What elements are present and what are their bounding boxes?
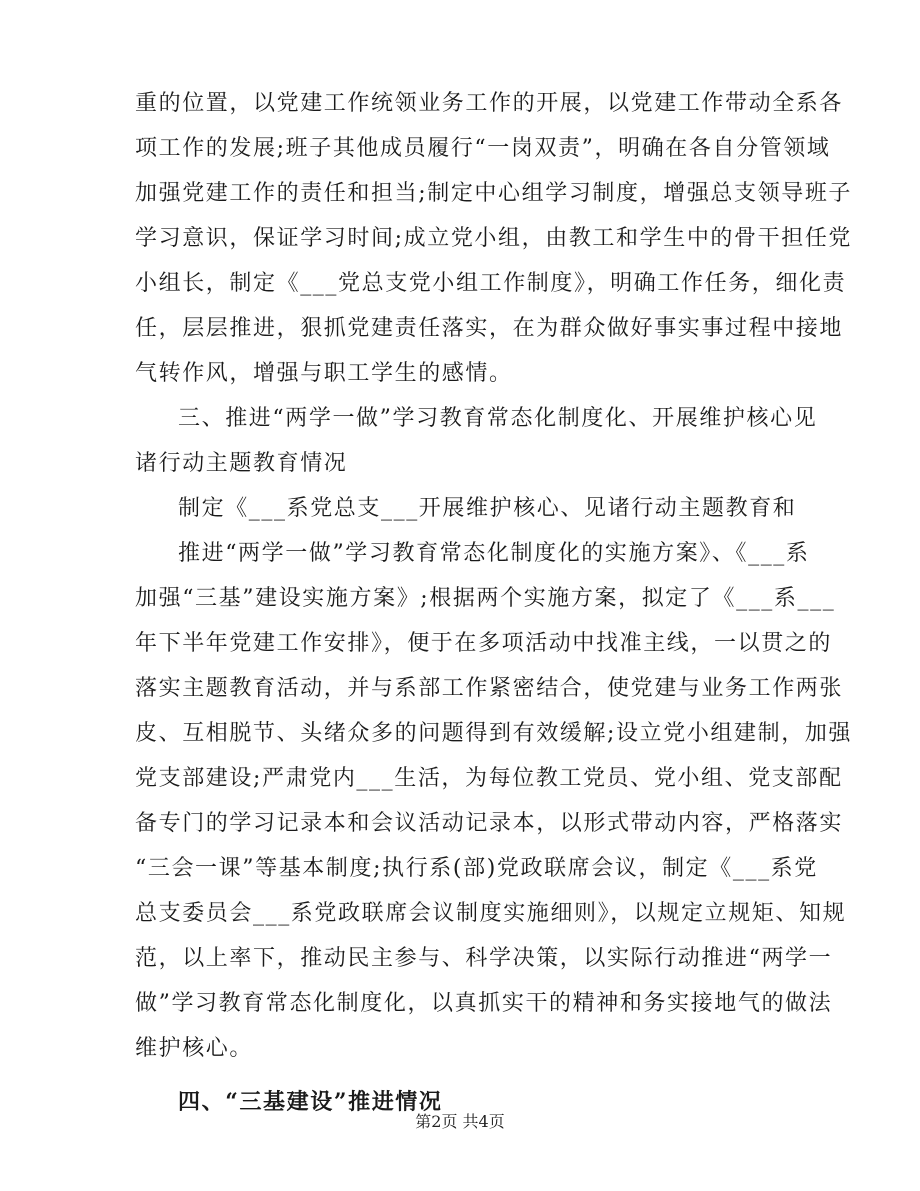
line-text: 诸行动主题教育情况 (135, 451, 348, 476)
paragraph-line (0, 849, 920, 889)
line-text: 年下半年党建工作安排》，便于在多项活动中找准主线，一以贯之的 (135, 631, 833, 656)
line-text: 项工作的发展;班子其他成员履行“一岗双责”，明确在各自分管领域 (135, 136, 831, 161)
paragraph-line (0, 174, 920, 214)
paragraph-line (0, 489, 920, 529)
page-number: 第2页 共4页 (415, 1112, 505, 1131)
line-text: 落实主题教育活动，并与系部工作紧密结合，使党建与业务工作两张 (135, 676, 844, 701)
line-text: 重的位置，以党建工作统领业务工作的开展，以党建工作带动全系各 (135, 91, 844, 116)
paragraph-line (0, 939, 920, 979)
line-text: 推进“两学一做”学习教育常态化制度化的实施方案》、《___系 (178, 541, 810, 566)
line-text: 党支部建设;严肃党内___生活，为每位教工党员、党小组、党支部配 (135, 766, 843, 791)
paragraph-line (0, 624, 920, 664)
line-text: 维护核心。 (135, 1036, 254, 1061)
paragraph-line (0, 669, 920, 709)
line-text: 总支委员会___系党政联席会议制度实施细则》，以规定立规矩、知规 (135, 901, 847, 926)
line-text: 三、推进“两学一做”学习教育常态化制度化、开展维护核心见 (178, 406, 818, 431)
line-text: 制定《___系党总支___开展维护核心、见诸行动主题教育和 (178, 496, 797, 521)
paragraph-line (0, 444, 920, 484)
paragraph-line (0, 894, 920, 934)
line-text: “三会一课”等基本制度;执行系(部)党政联席会议，制定《___系党 (135, 856, 818, 881)
line-text: 范，以上率下，推动民主参与、科学决策，以实际行动推进“两学一 (135, 946, 833, 971)
line-text: 气转作风，增强与职工学生的感情。 (135, 361, 513, 386)
paragraph-line (0, 1029, 920, 1069)
line-text: 小组长，制定《___党总支党小组工作制度》，明确工作任务，细化责 (135, 271, 847, 296)
paragraph-line (0, 804, 920, 844)
line-text: 加强党建工作的责任和担当;制定中心组学习制度，增强总支领导班子 (135, 181, 853, 206)
section-heading: 四、“三基建设”推进情况 (178, 1089, 443, 1115)
paragraph-line (0, 354, 920, 394)
paragraph-line (0, 264, 920, 304)
paragraph-line (0, 534, 920, 574)
paragraph-line (0, 714, 920, 754)
line-text: 任，层层推进，狠抓党建责任落实，在为群众做好事实事过程中接地 (135, 316, 844, 341)
line-text: 皮、互相脱节、头绪众多的问题得到有效缓解;设立党小组建制，加强 (135, 721, 853, 746)
paragraph-line (0, 129, 920, 169)
paragraph-line (0, 309, 920, 349)
line-text: 做”学习教育常态化制度化，以真抓实干的精神和务实接地气的做法 (135, 991, 833, 1016)
paragraph-line (0, 759, 920, 799)
paragraph-line (0, 984, 920, 1024)
line-text: 加强“三基”建设实施方案》;根据两个实施方案，拟定了《___系___ (135, 586, 836, 611)
paragraph-line (0, 399, 920, 439)
line-text: 备专门的学习记录本和会议活动记录本，以形式带动内容，严格落实 (135, 811, 844, 836)
paragraph-line (0, 219, 920, 259)
paragraph-line (0, 84, 920, 124)
paragraph-line (0, 579, 920, 619)
line-text: 学习意识，保证学习时间;成立党小组，由教工和学生中的骨干担任党 (135, 226, 853, 251)
